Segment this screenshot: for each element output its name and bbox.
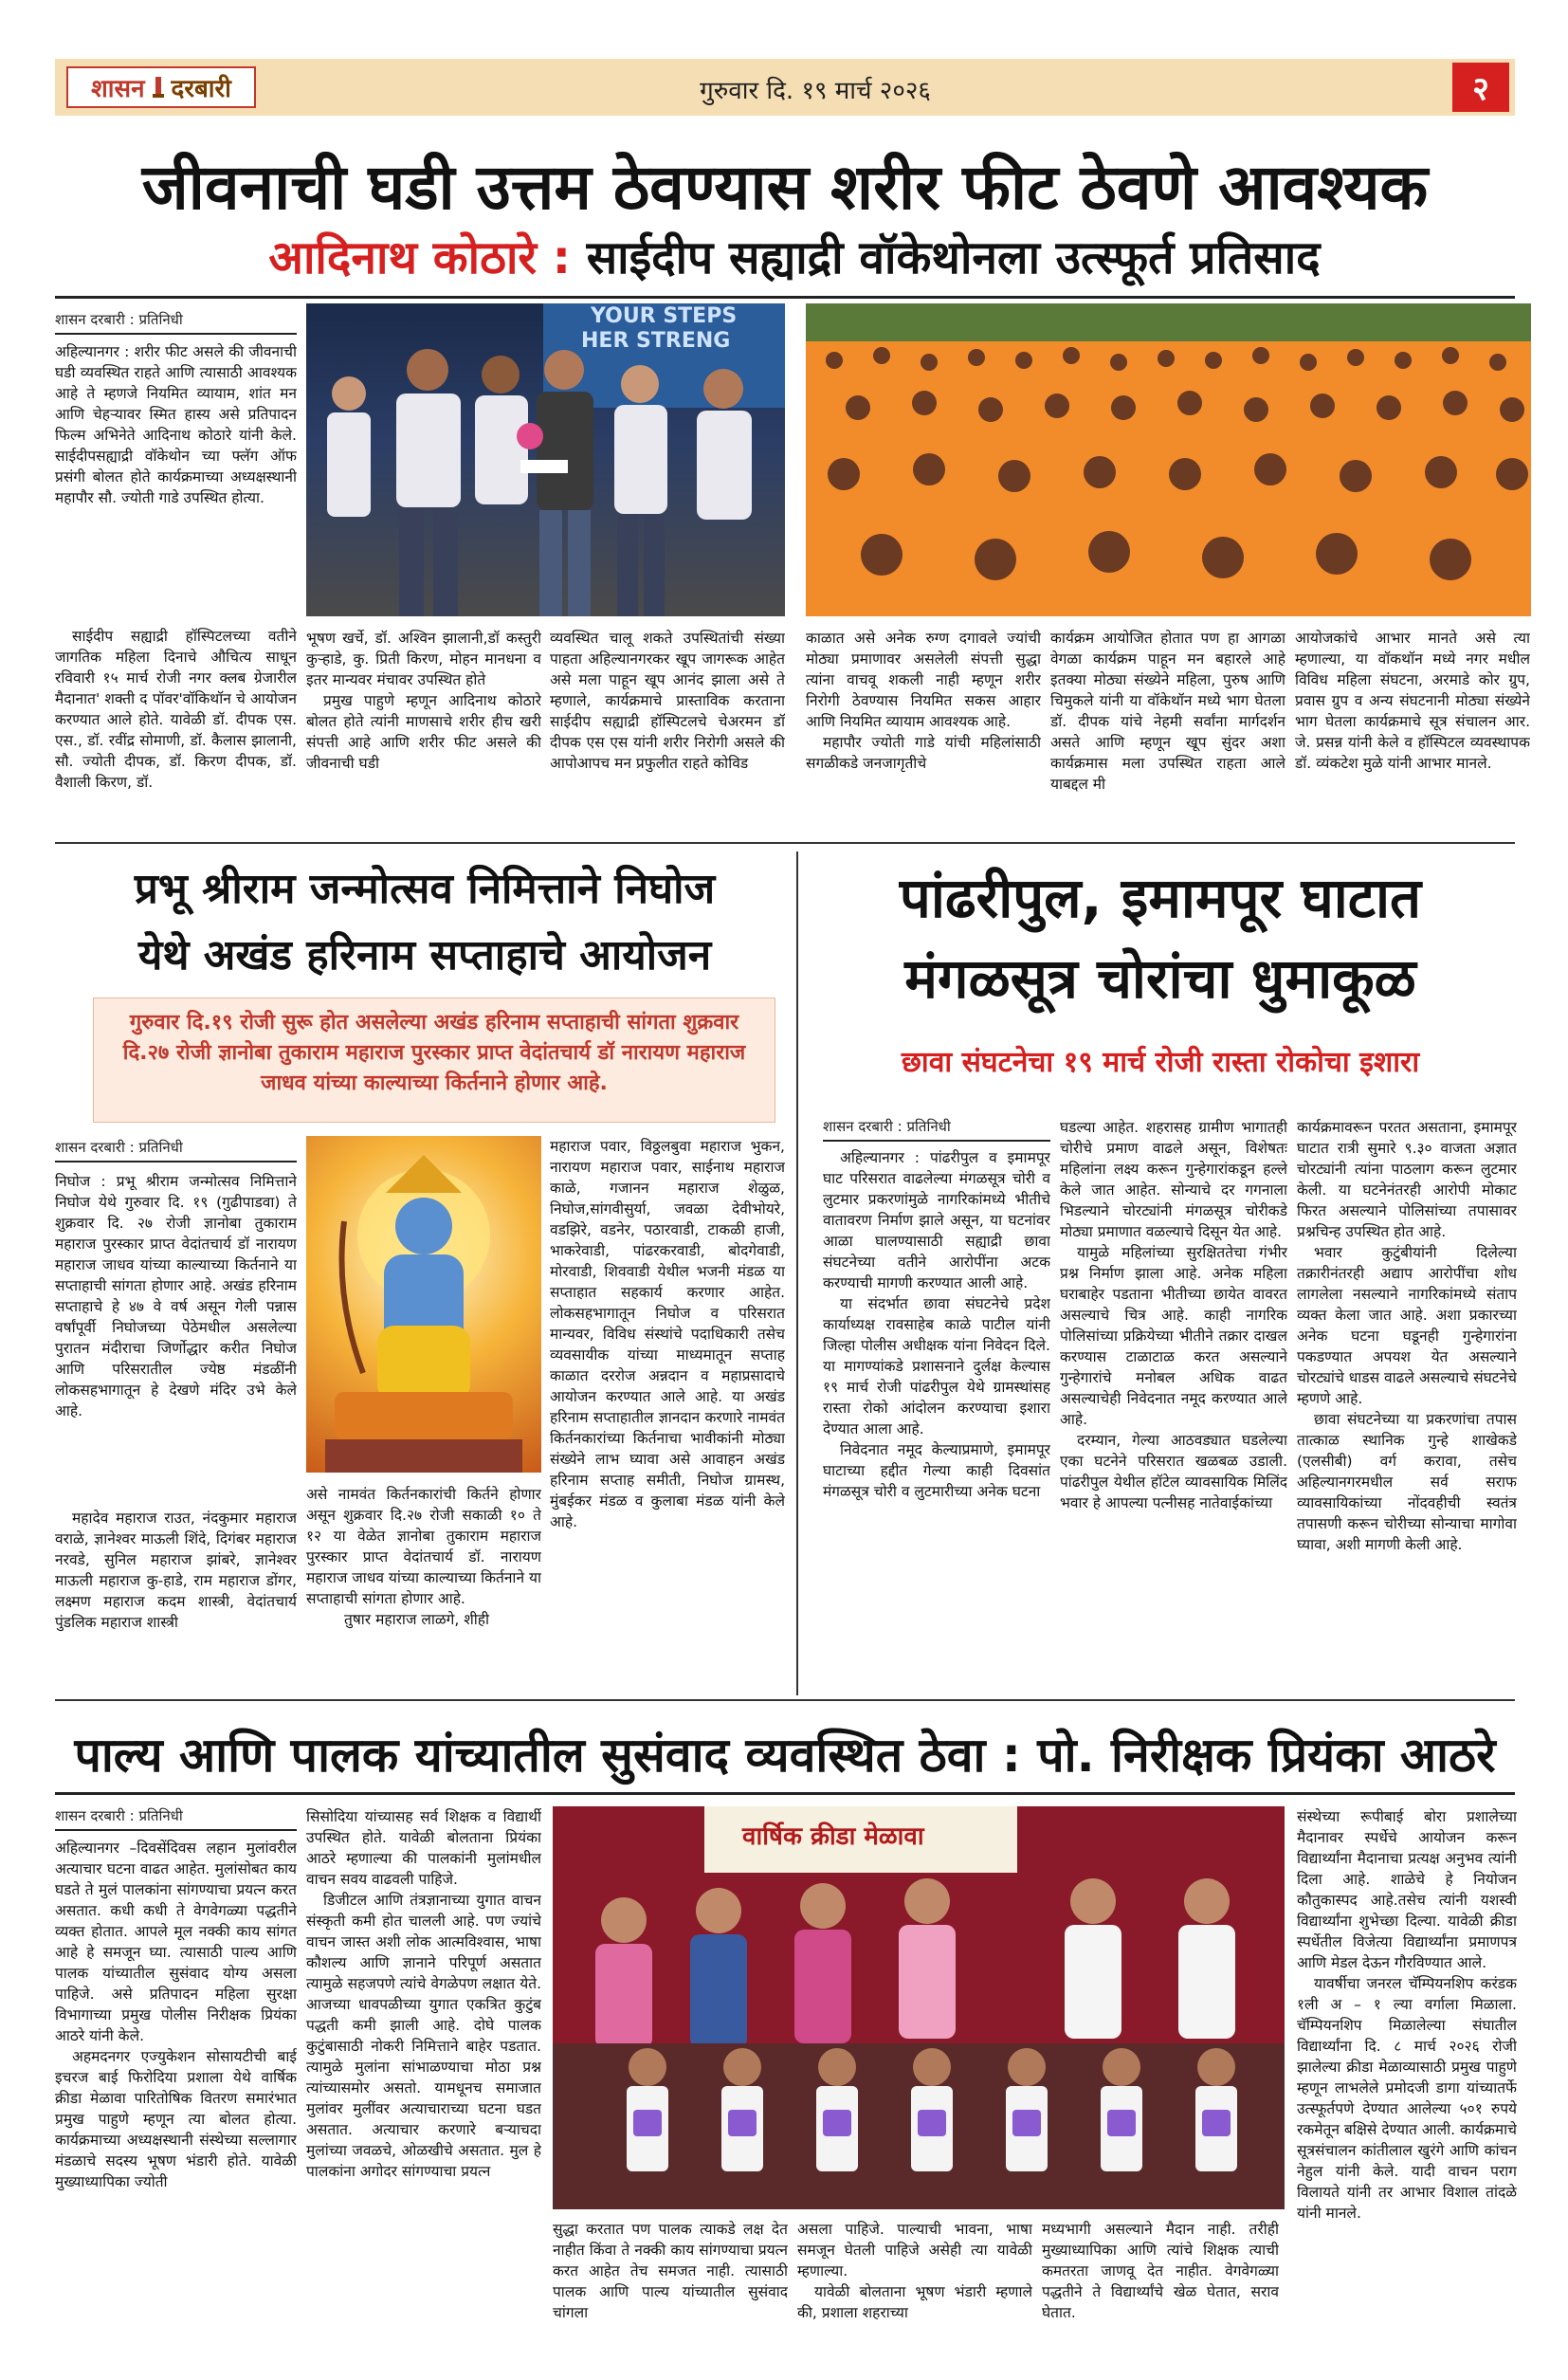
story1-col4 — [806, 628, 1041, 834]
story1-sub-red: आदिनाथ कोठारे : — [268, 231, 571, 284]
story4-col4 — [797, 2219, 1032, 2342]
story2-col1b: महादेव महाराज राउत, नंदकुमार महाराज वराळे, ज्ञानेश्वर माऊली शिंदे, दिगंबर महाराज नरवडे, सुनिल महाराज झांबरे, ज्ञानेश्वर माऊली महाराज कु-हाडे, राम महाराज डोंगर, लक्ष्मण महाराज कदम शास्त्री, वेदांतचार्य पुंडलिक महाराज शास्त्री — [55, 1508, 297, 1688]
story3-col1-p2: या संदर्भात छावा संघटनेचे प्रदेश कार्याध्यक्ष रावसाहेब काळे पाटील यांनी जिल्हा पोलीस अधीक्षक यांना निवेदन दिले. या मागण्यांकडे प्रशासनाने दुर्लक्ष केल्यास १९ मार्च रोजी पांढरीपुल येथे ग्रामस्थांसह रास्ता रोको आंदोलन करण्याचा इशारा देण्यात आला आहे. — [823, 1295, 1050, 1437]
story4-top-rule — [55, 1792, 1515, 1795]
story1-col6: आयोजकांचे आभार मानते असे त्या म्हणाल्या, या वॉकथॉन मध्ये नगर मधील विविध महिला संघटना, अरमाडे कोर ग्रुप, प्रवास ग्रुप व अन्य संघटनानी मोठ्या संख्येने भाग घेतला कार्यक्रमाचे सूत्र संचालन आर. जे. प्रसन्न यांनी केले व हॉस्पिटल व्यवस्थापक डॉ. व्यंकटेश मुळे यांनी आभार मानले. — [1295, 630, 1530, 772]
story1-col2-p1: भूषण खर्चे, डॉ. अश्विन झालानी,डॉ कस्तुरी कुऱ्हाडे, कु. प्रिती किरण, मोहन मानधना व इतर मान्यवर मंचावर उपस्थित होते — [306, 630, 541, 688]
story4-col3: सुद्धा करतात पण पालक त्याकडे लक्ष देत नाहीत किंवा ते नक्की काय सांगण्याचा प्रयत्न करत आहेत तेच समजत नाही. त्यासाठी पालक आणि पाल्य यांच्यातील सुसंवाद चांगला — [553, 2221, 788, 2321]
story3-col1-p3: निवेदनात नमूद केल्याप्रमाणे, इमामपूर घाटाच्या हद्दीत गेल्या काही दिवसांत मंगळसूत्र चोरी व लुटमारीच्या अनेक घटना — [823, 1441, 1050, 1500]
story3-col3-p1: कार्यक्रमावरून परतत असताना, इमामपूर घाटात रात्री सुमारे ९.३० वाजता अज्ञात चोरट्यांनी त्यांना पाठलाग करून लुटमार केली. या घटनेनंतरही आरोपी मोकाट फिरत असल्याने पोलिसांच्या तपासावर प्रश्नचिन्ह उपस्थित होत आहे. — [1297, 1119, 1517, 1240]
story3-subhead: छावा संघटनेचा १९ मार्च रोजी रास्ता रोकोचा इशारा — [901, 1046, 1420, 1079]
story2-headline-line2: येथे अखंड हरिनाम सप्ताहाचे आयोजन — [137, 931, 712, 979]
newspaper-logo — [66, 66, 256, 108]
story2-col2 — [306, 1484, 541, 1688]
story3-col1 — [823, 1147, 1050, 1688]
story1-col1: अहिल्यानगर : शरीर फीट असले की जीवनाची घडी व्यवस्थित राहते आणि त्यासाठी आवश्यक आहे ते म्हणजे नियमित व्यायाम, शांत मन आणि चेहऱ्यावर स्मित हास्य असे प्रतिपादन फिल्म अभिनेते आदिनाथ कोठारे यांनी केले. साईदीपसह्याद्री वॉकेथोन च्या फ्लॅग ऑफ प्रसंगी बोलत होते कार्यक्रमाच्या अध्यक्षस्थानी महापौर सौ. ज्योती गाडे उपस्थित होत्या. — [55, 343, 297, 506]
issue-date: गुरुवार दि. १९ मार्च २०२६ — [700, 77, 931, 105]
logo-part2: दरबारी — [171, 75, 231, 103]
story1-col3: व्यवस्थित चालू शकते उपस्थितांची संख्या पाहता अहिल्यानगरकर खूप जागरूक आहेत असे मला पाहून खूप आनंद झाला असे ते म्हणाले, कार्यक्रमाचे प्रास्ताविक करताना साईदीप सह्याद्री हॉस्पिटलचे चेअरमन डॉ दीपक एस एस यांनी शरीर निरोगी असले की आपोआपच मन प्रफुलीत राहते कोविड — [550, 630, 785, 772]
story4-col6-p1: संस्थेच्या रूपीबाई बोरा प्रशालेच्या मैदानावर स्पर्धेचे आयोजन करून विद्यार्थ्यांना मैदानाचा प्रत्यक्ष अनुभव त्यांनी दिला आहे. शाळेचे हे नियोजन कौतुकास्पद आहे.तसेच त्यांनी यशस्वी विद्यार्थ्यांना शुभेच्छा दिल्या. यावेळी क्रीडा स्पर्धेतील विजेत्या विद्यार्थ्यांना प्रमाणपत्र आणि मेडल देऊन गौरविण्यात आले. — [1297, 1808, 1517, 1971]
story1-col5: कार्यक्रम आयोजित होतात पण हा आगळा वेगळा कार्यक्रम पाहून मन बहारले आहे इतक्या मोठ्या संख्येने महिला, पुरुष आणि चिमुकले यांनी या वॉकेथॉन मध्ये भाग घेतला डॉ. दीपक यांचे नेहमी सर्वांना मार्गदर्शन असते आणि म्हणून खूप सुंदर अशा कार्यक्रमास मला उपस्थित राहता आले याबद्दल मी — [1050, 630, 1285, 793]
svg-text:HER STRENG: HER STRENG — [581, 329, 731, 353]
story1-byline: शासन दरबारी : प्रतिनिधी — [55, 310, 297, 335]
story3-col2-p2: यामुळे महिलांच्या सुरक्षिततेचा गंभीर प्रश्न निर्माण झाला आहे. अनेक महिला घराबाहेर पडताना भीतीच्या छायेत वावरत असल्याचे चित्र आहे. काही नागरिक पोलिसांच्या प्रक्रियेच्या भीतीने तक्रार दाखल करण्यास टाळाटाळ करत असल्याने गुन्हेगारांचे मनोबल अधिक वाढत असल्याचेही निवेदनात नमूद करण्यात आले आहे. — [1060, 1244, 1287, 1428]
story2-byline: शासन दरबारी : प्रतिनिधी — [55, 1138, 297, 1163]
story1-sub-black: साईदीप सह्याद्री वॉकेथोनला उत्स्फूर्त प्रतिसाद — [586, 231, 1321, 284]
story4-col2-p2: डिजीटल आणि तंत्रज्ञानाच्या युगात वाचन संस्कृती कमी होत चालली आहे. पण ज्यांचे वाचन जास्त अशी लोक आत्मविश्वास, भाषा कौशल्य आणि ज्ञानाने परिपूर्ण असतात त्यामुळे सहजपणे त्यांचे वेगळेपण लक्षात येते. आजच्या धावपळीच्या युगात एकत्रित कुटुंब पद्धती कमी झाली आहे. दोघे पालक कुटुंबासाठी नोकरी निमित्ताने बाहेर पडतात. त्यामुळे मुलांना सांभाळण्याचा मोठा प्रश्न त्यांच्यासमोर असतो. यामधूनच समाजात मुलांवर मुलींवर अत्याचाराच्या घटना घडत असतात. अत्याचार करणारे बऱ्याचदा मुलांच्या जवळचे, ओळखीचे असतात. मुल हे पालकांना अगोदर सांगण्याचा प्रयत्न — [306, 1892, 541, 2180]
story4-col4-p2: यावेळी बोलताना भूषण भंडारी म्हणाले की, प्रशाला शहराच्या — [797, 2283, 1032, 2321]
story3-col2 — [1060, 1117, 1287, 1688]
story2-col2-p2: तुषार महाराज लाळगे, शीही — [344, 1611, 490, 1628]
divider-1 — [55, 842, 1515, 844]
deity-face — [395, 1198, 452, 1254]
photo1-banner-text: YOUR STEPS — [591, 304, 738, 328]
story4-col1 — [55, 1838, 297, 2340]
flower-bouquet — [517, 423, 543, 449]
story4-col2 — [306, 1806, 541, 2340]
page-number: २ — [1452, 63, 1509, 112]
story3-headline-line2: मंगळसूत्र चोरांचा धुमाकूळ — [904, 946, 1416, 1011]
story3-headline-line1: पांढरीपुल, इमामपूर घाटात — [899, 866, 1422, 930]
story2-col3: महाराज पवार, विठ्ठलबुवा महाराज भुकन, नारायण महाराज पवार, साईनाथ महाराज काळे, गजानन महाराज शेळुळ, निघोज,सांगवीसुर्या, जवळा देवीभोयरे, वडझिरे, वडनेर, पठारवाडी, टाकळी हाजी, भाकरेवाडी, पांढरकरवाडी, बोदगेवाडी, मोरवाडी, शिववाडी येथील भजनी मंडळ या सप्ताहात सहकार्य करणार आहेत. लोकसहभागातून निघोज व परिसरात मान्यवर, विविध संस्थांचे पदाधिकारी तसेच व्यवसायीक यांच्या माध्यमातून सप्ताह काळात दररोज अन्नदान व महाप्रसादाचे आयोजन करण्यात आले आहे. या अखंड हरिनाम सप्ताहातील ज्ञानदान करणारे नामवंत किर्तनकारांच्या किर्तनाचा भावीकांनी मोठ्या संख्येने लाभ घ्यावा असे आवाहन अखंड हरिनाम सप्ताह समीती, निघोज ग्रामस्थ, मुंबईकर मंडळ व कुलाबा मंडळ यांनी केले आहे. — [550, 1138, 785, 1530]
story1-photo-felicitation — [306, 303, 785, 616]
story3-col3-p3: छावा संघटनेच्या या प्रकरणांचा तपास तात्काळ स्थानिक गुन्हे शाखेकडे (एलसीबी) वर्ग करावा, तसेच अहिल्यानगरमधील सर्व सराफ व्यावसायिकांच्या नोंदवहीची स्वतंत्र तपासणी करून चोरीच्या सोन्याचा मागोवा घ्यावा, अशी मागणी केली आहे. — [1297, 1411, 1517, 1553]
story3-byline: शासन दरबारी : प्रतिनिधी — [823, 1117, 1050, 1142]
story3-col2-p1: घडल्या आहेत. शहरासह ग्रामीण भागातही चोरीचे प्रमाण वाढले असून, विशेषतः महिलांना लक्ष्य करून गुन्हेगारांकडून हल्ले केले जात आहेत. सोन्याचे दर गगनाला भिडल्याने चोरट्यांनी मंगळसूत्र चोरीकडे मोठ्या प्रमाणात वळल्याचे दिसून येत आहे. — [1060, 1119, 1287, 1240]
story3-col3-p2: भवार कुटुंबीयांनी दिलेल्या तक्रारीनंतरही अद्याप आरोपींचा शोध लागलेला नसल्याने नागरिकांमध्ये संताप व्यक्त केला जात आहे. अशा प्रकारच्या अनेक घटना घडूनही गुन्हेगारांना पकडण्यात अपयश येत असल्याने चोरट्यांचे धाडस वाढले असल्याचे संघटनेचे म्हणणे आहे. — [1297, 1244, 1517, 1407]
story1-top-rule — [55, 296, 1515, 299]
story4-photo-prize-distribution — [553, 1806, 1285, 2209]
story4-byline: शासन दरबारी : प्रतिनिधी — [55, 1806, 297, 1831]
photo4-banner-text: वार्षिक क्रीडा मेळावा — [742, 1822, 924, 1851]
logo-part1: शासन — [91, 75, 145, 103]
story3-col3 — [1297, 1117, 1517, 1688]
story4-col6-p2: यावर्षीचा जनरल चॅम्पियनशिप करंडक १ली अ – १ ल्या वर्गाला मिळाला. चॅम्पियनशिप मिळालेल्या संघातील विद्यार्थ्यांना दि. ८ मार्च २०२६ रोजी झालेल्या क्रीडा मेळाव्यासाठी प्रमुख पाहुणे म्हणून लाभलेले प्रमोदजी डागा यांच्यातर्फे उत्स्फूर्तपणे देण्यात आलेल्या ५०१ रुपये रकमेतून बक्षिसे देण्यात आली. कार्यक्रमाचे सूत्रसंचालन कांतीलाल खुरंगे आणि कांचन नेहुल यांनी केले. यादी वाचन पराग विलायते यांनी तर आभार विशाल तांदळे यांनी मानले. — [1297, 1975, 1517, 2222]
story4-col2-p1: सिसोदिया यांच्यासह सर्व शिक्षक व विद्यार्थी उपस्थित होते. यावेळी बोलताना प्रियंका आठरे म्हणाल्या की पालकांनी मुलांमधील वाचन सवय वाढवली पाहिजे. — [306, 1808, 541, 1888]
story1-photo-crowd — [806, 303, 1531, 616]
story1-col4-p1: काळात असे अनेक रुग्ण दगावले ज्यांची मोठ्या प्रमाणावर असलेली संपत्ती सुद्धा त्यांना वाचवू शकली नाही म्हणून शरीर निरोगी ठेवण्यास नियमित सकस आहार आणि नियमित व्यायाम आवश्यक आहे. — [806, 630, 1041, 730]
divider-2 — [55, 1699, 1515, 1701]
story2-photo-shri-ram — [306, 1136, 541, 1473]
story4-col1-p1: अहिल्यानगर –दिवसेंदिवस लहान मुलांवरील अत्याचार घटना वाढत आहेत. मुलांसोबत काय घडते ते मुलं पालकांना सांगण्याचा प्रयत्न करत असतात. कधी कधी ते वेगवेगळ्या पद्धतीने व्यक्त होतात. आपले मूल नक्की काय सांगत आहे हे समजून घ्या. त्यासाठी पाल्य आणि पालक यांच्यातील सुसंवाद योग्य असला पाहिजे. असे प्रतिपादन महिला सुरक्षा विभागाच्या प्रमुख पोलीस निरीक्षक प्रियंका आठरे यांनी केले. — [55, 1840, 297, 2044]
story4-col5: मध्यभागी असल्याने मैदान नाही. तरीही मुख्याध्यापिका आणि त्यांचे शिक्षक त्याची कमतरता जाणवू देत नाहीत. वेगवेगळ्या पद्धतीने ते विद्यार्थ्यांचे खेळ घेतात, सराव घेतात. — [1042, 2221, 1279, 2321]
story1-subheadline — [83, 226, 1505, 287]
story1-col2-p2: प्रमुख पाहुणे म्हणून आदिनाथ कोठारे बोलत होते त्यांनी माणसाचे शरीर हीच खरी संपत्ती आहे आणि शरीर फीट असले की जीवनाची घडी — [306, 692, 541, 772]
story1-headline: जीवनाची घडी उत्तम ठेवण्यास शरीर फीट ठेवणे आवश्यक — [141, 151, 1429, 224]
story4-col4-p1: असला पाहिजे. पाल्याची भावना, भाषा समजून घेतली पाहिजे असेही त्या यावेळी म्हणाल्या. — [797, 2221, 1032, 2279]
divider-vertical — [796, 851, 798, 1695]
story4-col6 — [1297, 1806, 1517, 2342]
story2-headline-line1: प्रभू श्रीराम जन्मोत्सव निमित्ताने निघोज — [134, 865, 716, 913]
story2-highlight-box: गुरुवार दि.१९ रोजी सुरू होत असलेल्या अखंड हरिनाम सप्ताहाची सांगता शुक्रवार दि.२७ रोजी ज्ञानोबा तुकाराम महाराज पुरस्कार प्राप्त वेदांतचार्य डॉ नारायण महाराज जाधव यांच्या काल्याच्या किर्तनाने होणार आहे. — [93, 998, 775, 1123]
story1-col2-wrap — [306, 628, 541, 834]
story3-col2-p3: दरम्यान, गेल्या आठवड्यात घडलेल्या एका घटनेने परिसरात खळबळ उडाली. पांढरीपुल येथील हॉटेल व्यावसायिक मिलिंद भवार हे आपल्या पत्नीसह नातेवाईकांच्या — [1060, 1432, 1287, 1511]
story4-col1-p2: अहमदनगर एज्युकेशन सोसायटीची बाई इचरज बाई फिरोदिया प्रशाला येथे वार्षिक क्रीडा मेळावा पारितोषिक वितरण समारंभात प्रमुख पाहुणे म्हणून त्या बोलत होत्या. कार्यक्रमाच्या अध्यक्षस्थानी संस्थेच्या सल्लागार मंडळाचे सदस्य भूषण भंडारी होते. यावेळी मुख्याध्यापिका ज्योती — [55, 2048, 297, 2190]
story3-col1-p1: अहिल्यानगर : पांढरीपुल व इमामपूर घाट परिसरात वाढलेल्या मंगळसूत्र चोरी व लुटमार प्रकरणांमुळे नागरिकांमध्ये भीतीचे वातावरण निर्माण झाले असून, या घटनांवर आळा घालण्यासाठी सह्याद्री छावा संघटनेच्या वतीने आरोपींना अटक करण्याची मागणी करण्यात आली आहे. — [823, 1149, 1050, 1291]
story4-headline: पाल्य आणि पालक यांच्यातील सुसंवाद व्यवस्थित ठेवा : पो. निरीक्षक प्रियंका आठरे — [74, 1728, 1496, 1783]
story1-col1b: साईदीप सह्याद्री हॉस्पिटलच्या वतीने जागतिक महिला दिनाचे औचित्य साधून रविवारी १५ मार्च रोजी नगर क्लब ग्रेजारील मैदानात' शक्ती द पॉवर'वॉकिथॉन चे आयोजन करण्यात आले होते. यावेळी डॉ. दीपक एस. एस., डॉ. रवींद्र सोमाणी, डॉ. कैलास झालानी, सौ. ज्योती दीपक, डॉ. किरण दीपक, डॉ. वैशाली किरण, डॉ. — [55, 628, 297, 791]
story2-col2-p1: असे नामवंत किर्तनकारांची किर्तने होणार असून शुक्रवार दि.२७ रोजी सकाळी १० ते १२ या वेळेत ज्ञानोबा तुकाराम महाराज पुरस्कार प्राप्त वेदांतचार्य डॉ. नारायण महाराज जाधव यांच्या काल्याच्या किर्तनाने या सप्ताहाची सांगता होणार आहे. — [306, 1486, 541, 1607]
story2-col1: निघोज : प्रभू श्रीराम जन्मोत्सव निमित्ताने निघोज येथे गुरुवार दि. १९ (गुढीपाडवा) ते शुक्रवार दि. २७ रोजी ज्ञानोबा तुकाराम महाराज पुरस्कार प्राप्त वेदांतचार्य डॉ नारायण महाराज जाधव यांच्या काल्याच्या किर्तनाने या सप्ताहाची सांगता होणार आहे. अखंड हरिनाम सप्ताहाचे हे ४७ वे वर्ष असून गेली पन्नास वर्षांपूर्वी निघोजच्या पेठेमधील असलेल्या पुरातन मंदीराचा जिर्णोद्धार करीत निघोज आणि परिसरातील ज्येष्ठ मंडळींनी लोकसहभागातून हे देखणे मंदिर उभे केले आहे. — [55, 1173, 297, 1419]
story1-col4-p2: महापौर ज्योती गाडे यांची महिलांसाठी सगळीकडे जनजागृतीचे — [806, 734, 1041, 772]
lamp-icon — [151, 75, 166, 100]
